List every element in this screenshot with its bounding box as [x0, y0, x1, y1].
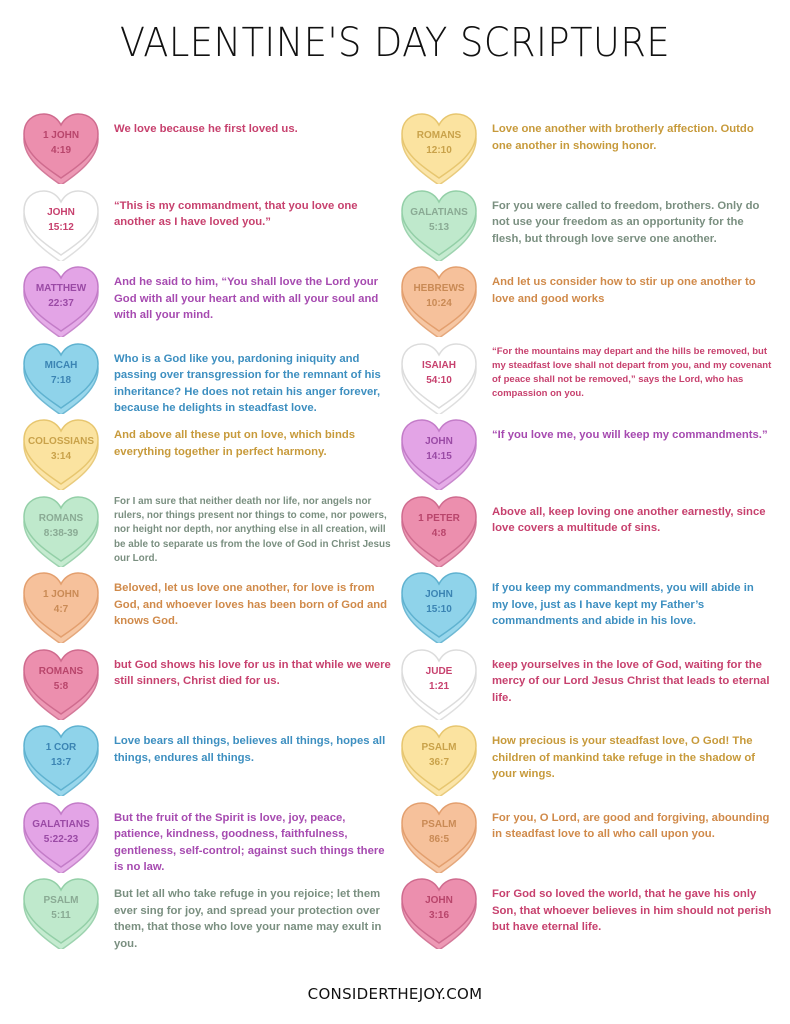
reference-verse: 15:12: [48, 221, 74, 233]
scripture-text: “If you love me, you will keep my commandments.”: [492, 429, 768, 441]
reference-verse: 10:24: [426, 298, 452, 309]
scripture-text: Love one another with brotherly affection. Outdo one another in showing honor.: [492, 123, 754, 152]
scripture-entry: [20, 414, 395, 491]
heart-icon: [20, 799, 102, 873]
reference-book: PSALM: [421, 742, 457, 753]
reference-verse: 3:16: [428, 910, 449, 921]
scripture-text: Love bears all things, believes all things, hopes all things, endures all things.: [114, 735, 386, 764]
scripture-text: For you, O Lord, are good and forgiving, abounding in steadfast love to all who call upon you.: [492, 811, 770, 840]
scripture-reference: [20, 664, 102, 694]
reference-book: ISAIAH: [422, 359, 456, 371]
scripture-reference: [20, 281, 102, 311]
heart-icon: [20, 875, 102, 949]
reference-book: GALATIANS: [32, 818, 90, 830]
right-column: [398, 108, 773, 950]
scripture-text: We love because he first loved us.: [114, 123, 298, 135]
scripture-entry: [20, 261, 395, 338]
heart-icon: [398, 416, 480, 490]
reference-book: ROMANS: [38, 512, 84, 524]
reference-verse: 5:8: [53, 680, 69, 692]
reference-verse: 5:11: [51, 910, 71, 921]
reference-verse: 3:14: [50, 451, 71, 462]
scripture-reference: [20, 893, 102, 923]
reference-verse: 4:7: [53, 604, 69, 615]
reference-verse: 22:37: [48, 298, 74, 309]
reference-verse: 12:10: [426, 145, 452, 156]
reference-verse: 36:7: [428, 757, 449, 768]
scripture-reference: [398, 281, 480, 311]
reference-book: 1 JOHN: [42, 130, 80, 141]
scripture-reference: [20, 587, 102, 617]
reference-verse: 8:38-39: [43, 527, 79, 539]
reference-book: COLOSSIANS: [27, 436, 95, 447]
scripture-entry: [398, 567, 773, 644]
scripture-reference: [398, 893, 480, 923]
scripture-entry: [20, 720, 395, 797]
scripture-text: But let all who take refuge in you rejoice; let them ever sing for joy, and spread your protection over them, that those who love your name may exult in you.: [114, 888, 382, 950]
scripture-entry: [20, 491, 395, 568]
page-title: VALENTINE'S DAY SCRIPTURE: [119, 20, 671, 66]
scripture-reference: [398, 205, 480, 235]
scripture-entry: [398, 108, 773, 185]
heart-icon: [398, 569, 480, 643]
scripture-reference: [20, 128, 102, 158]
reference-verse: 13:7: [50, 757, 71, 768]
scripture-entry: [398, 261, 773, 338]
scripture-reference: [398, 740, 480, 770]
reference-book: JOHN: [425, 436, 453, 447]
scripture-text: And above all these put on love, which binds everything together in perfect harmony.: [114, 429, 356, 458]
heart-icon: [20, 722, 102, 796]
scripture-text: And let us consider how to stir up one another to love and good works: [492, 276, 756, 305]
heart-icon: [398, 722, 480, 796]
reference-verse: 5:22-23: [43, 833, 79, 845]
scripture-text: Beloved, let us love one another, for love is from God, and whoever loves has been born of God and knows God.: [114, 582, 388, 627]
scripture-reference: [20, 817, 102, 847]
reference-book: GALATIANS: [410, 206, 468, 218]
reference-book: PSALM: [43, 895, 79, 906]
heart-icon: [398, 187, 480, 261]
scripture-text: “For the mountains may depart and the hills be removed, but my steadfast love shall not depart from you, and my covenant of peace shall not be removed,” says the Lord, who has compassion on you.: [492, 345, 772, 400]
scripture-entry: [398, 491, 773, 568]
scripture-reference: [398, 664, 480, 694]
reference-verse: 15:10: [426, 604, 452, 615]
scripture-text: Above all, keep loving one another earnestly, since love covers a multitude of sins.: [492, 505, 766, 534]
reference-book: MICAH: [44, 359, 78, 371]
scripture-reference: [20, 511, 102, 541]
scripture-entry: [398, 720, 773, 797]
scripture-reference: [398, 128, 480, 158]
scripture-text: For I am sure that neither death nor life, nor angels nor rulers, nor things present nor things to come, nor powers, nor height nor depth, nor anything else in all creation, will be able to separate us from the love of God in Christ Jesus our Lord.: [114, 495, 391, 565]
heart-icon: [20, 340, 102, 414]
scripture-entry: [398, 873, 773, 950]
scripture-reference: [398, 587, 480, 617]
reference-book: JOHN: [425, 589, 453, 600]
scripture-text: but God shows his love for us in that while we were still sinners, Christ died for us.: [114, 658, 391, 687]
scripture-text: “This is my commandment, that you love one another as I have loved you.”: [114, 199, 358, 228]
reference-verse: 4:8: [431, 527, 447, 539]
heart-icon: [20, 646, 102, 720]
scripture-reference: [20, 740, 102, 770]
scripture-reference: [398, 434, 480, 464]
scripture-text: How precious is your steadfast love, O God! The children of mankind take refuge in the shadow of your wings.: [492, 735, 756, 780]
scripture-entry: [398, 338, 773, 415]
scripture-entry: [20, 185, 395, 262]
left-column: [20, 108, 395, 950]
heart-icon: [398, 799, 480, 873]
reference-book: JUDE: [425, 665, 453, 677]
reference-book: JOHN: [47, 206, 75, 218]
scripture-entry: [20, 873, 395, 950]
scripture-entry: [20, 797, 395, 874]
scripture-entry: [398, 185, 773, 262]
scripture-entry: [398, 797, 773, 874]
scripture-reference: [398, 511, 480, 541]
scripture-text: But the fruit of the Spirit is love, joy, peace, patience, kindness, goodness, faithfulness, gentleness, self-control; against such things there is no law.: [114, 811, 385, 873]
scripture-reference: [398, 358, 480, 388]
heart-icon: [398, 263, 480, 337]
scripture-text: And he said to him, “You shall love the Lord your God with all your heart and with all your soul and with all your mind.: [114, 276, 379, 321]
heart-icon: [20, 493, 102, 567]
scripture-reference: [20, 358, 102, 388]
reference-verse: 86:5: [428, 833, 449, 845]
scripture-entry: [20, 338, 395, 415]
scripture-entry: [398, 644, 773, 721]
heart-icon: [398, 646, 480, 720]
scripture-entry: [20, 644, 395, 721]
scripture-entry: [20, 567, 395, 644]
reference-verse: 1:21: [428, 680, 449, 692]
scripture-text: If you keep my commandments, you will abide in my love, just as I have kept my Father’s commandments and abide in his love.: [492, 582, 754, 627]
scripture-reference: [20, 205, 102, 235]
reference-verse: 14:15: [426, 451, 452, 462]
reference-book: PSALM: [421, 818, 457, 830]
scripture-reference: [20, 434, 102, 464]
scripture-entry: [20, 108, 395, 185]
reference-verse: 54:10: [426, 374, 452, 386]
heart-icon: [20, 416, 102, 490]
reference-book: MATTHEW: [35, 283, 87, 294]
footer-website: CONSIDERTHEJOY.COM: [307, 985, 483, 1003]
scripture-text: For you were called to freedom, brothers. Only do not use your freedom as an opportunity for the flesh, but through love serve one another.: [492, 199, 760, 245]
heart-icon: [20, 569, 102, 643]
scripture-text: keep yourselves in the love of God, waiting for the mercy of our Lord Jesus Christ that leads to eternal life.: [492, 658, 770, 704]
reference-book: ROMANS: [38, 665, 84, 677]
scripture-text: Who is a God like you, pardoning iniquity and passing over transgression for the remnant of his inheritance? He does not retain his anger forever, because he delights in steadfast love.: [114, 352, 381, 414]
reference-verse: 7:18: [50, 374, 71, 386]
reference-book: 1 COR: [45, 742, 77, 753]
reference-book: 1 JOHN: [42, 589, 80, 600]
heart-icon: [20, 263, 102, 337]
reference-book: ROMANS: [416, 130, 462, 141]
heart-icon: [398, 340, 480, 414]
reference-book: 1 PETER: [418, 512, 460, 524]
heart-icon: [398, 493, 480, 567]
reference-book: JOHN: [425, 895, 453, 906]
heart-icon: [398, 110, 480, 184]
scripture-entry: [398, 414, 773, 491]
scripture-reference: [398, 817, 480, 847]
reference-verse: 4:19: [50, 145, 71, 156]
heart-icon: [20, 187, 102, 261]
heart-icon: [398, 875, 480, 949]
scripture-text: For God so loved the world, that he gave his only Son, that whoever believes in him should not perish but have eternal life.: [492, 888, 772, 933]
reference-book: HEBREWS: [413, 283, 465, 294]
heart-icon: [20, 110, 102, 184]
reference-verse: 5:13: [428, 221, 449, 233]
